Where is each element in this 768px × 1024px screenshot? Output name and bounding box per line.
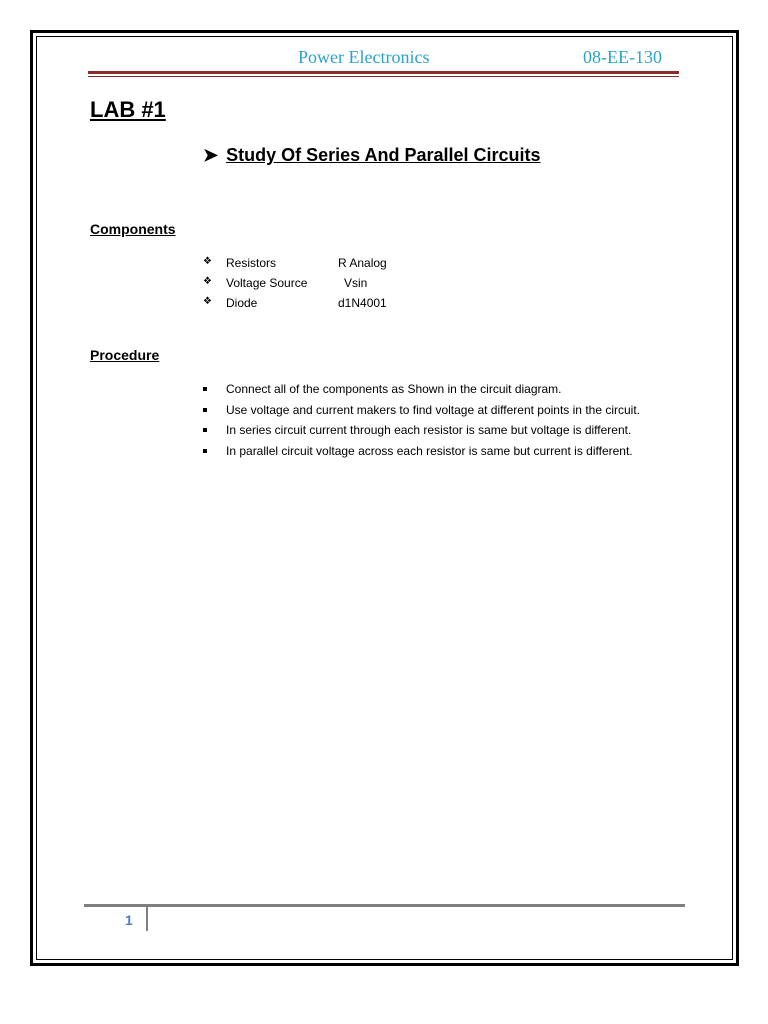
header-course-title: Power Electronics: [298, 47, 430, 67]
study-title: [203, 145, 541, 166]
procedure-step: In parallel circuit voltage across each resistor is same but current is different.: [226, 443, 633, 458]
procedure-step: In series circuit current through each resistor is same but voltage is different.: [226, 423, 632, 437]
footer-rule: [84, 904, 685, 907]
component-value: R Analog: [338, 256, 387, 270]
square-bullet-icon: [203, 428, 207, 432]
diamond-bullet-icon: ❖: [203, 256, 212, 267]
arrow-bullet-icon: ➤: [203, 145, 219, 165]
components-heading: Components: [90, 221, 176, 237]
square-bullet-icon: [203, 449, 207, 453]
component-value: Vsin: [344, 276, 368, 290]
procedure-heading: Procedure: [90, 347, 160, 363]
square-bullet-icon: [203, 387, 207, 391]
page-number: 1: [125, 912, 133, 928]
footer-divider: [146, 907, 148, 931]
square-bullet-icon: [203, 408, 207, 412]
header-student-code: 08-EE-130: [583, 47, 662, 67]
diamond-bullet-icon: ❖: [203, 276, 212, 287]
component-name: Voltage Source: [226, 276, 308, 290]
component-name: Diode: [226, 296, 258, 310]
procedure-step: Use voltage and current makers to find voltage at different points in the circuit.: [226, 402, 640, 417]
study-title-text: Study Of Series And Parallel Circuits: [226, 145, 541, 165]
procedure-step: Connect all of the components as Shown in the circuit diagram.: [226, 382, 562, 396]
lab-title: LAB #1: [90, 97, 166, 122]
header-rule: [88, 71, 679, 74]
component-value: d1N4001: [338, 296, 387, 310]
diamond-bullet-icon: ❖: [203, 296, 212, 307]
component-name: Resistors: [226, 256, 277, 270]
header-rule-thin: [88, 76, 679, 77]
page-border-inner: [36, 36, 733, 960]
